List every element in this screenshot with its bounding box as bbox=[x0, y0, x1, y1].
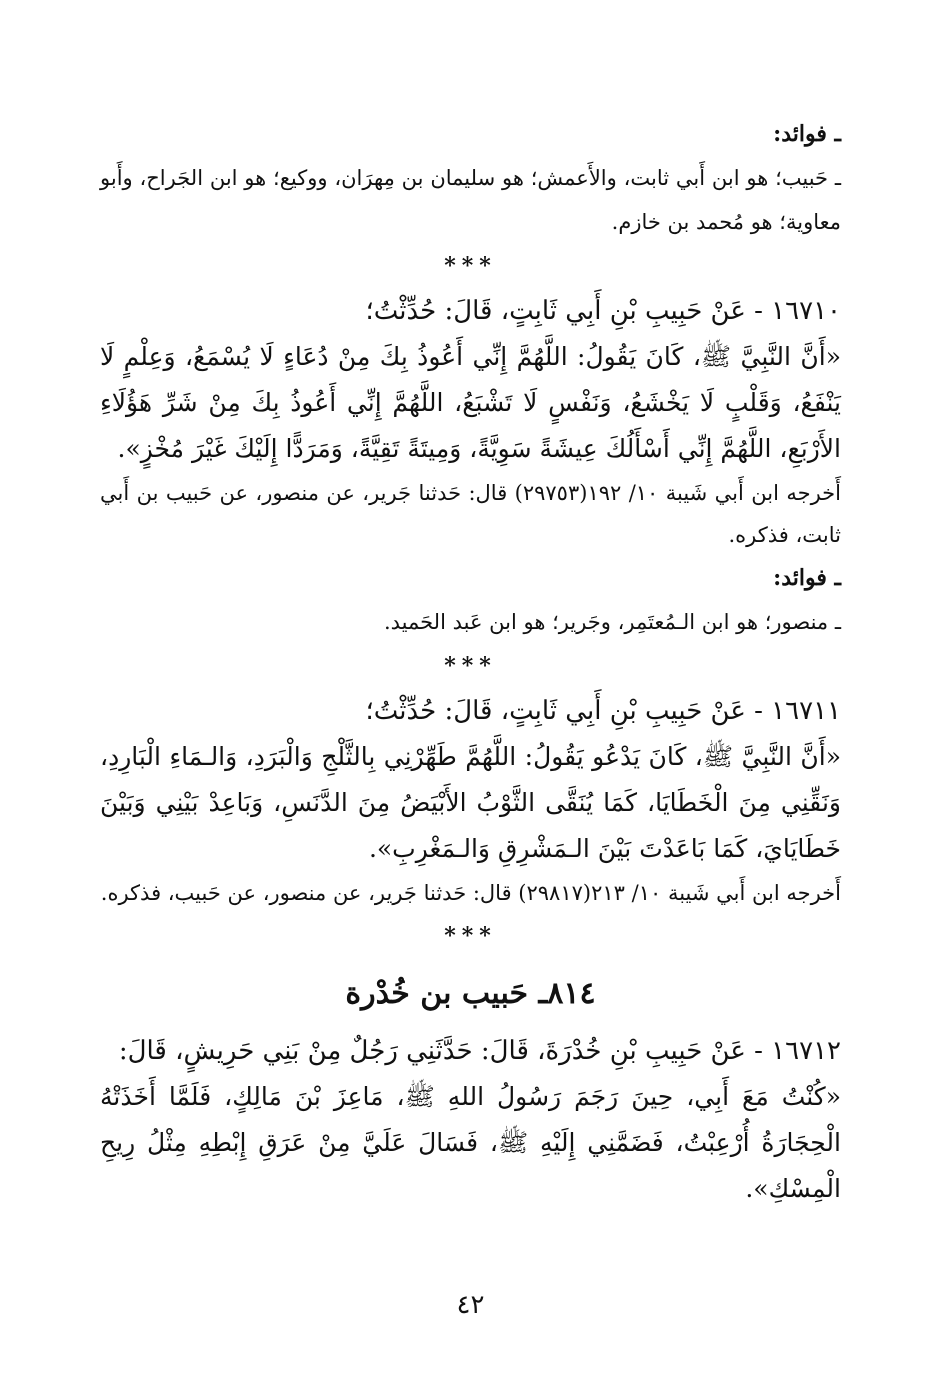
section-separator: *** bbox=[444, 923, 497, 949]
section-separator: *** bbox=[444, 653, 497, 679]
takhrij-text: أَخرجه ابن أَبي شَيبة ١٠/ ١٩٢(٢٩٧٥٣) قال: حَدثنا جَرير، عن منصور، عن حَبيب بن أَبي ثابت، فذكره. bbox=[100, 481, 841, 547]
hadith-isnad: ١٦٧١٠ - عَنْ حَبِيبِ بْنِ أَبِي ثَابِتٍ، قَالَ: حُدِّثْتُ؛ bbox=[365, 296, 841, 326]
fawaid-heading: ـ فوائد: bbox=[773, 121, 841, 147]
hadith-isnad: ١٦٧١١ - عَنْ حَبِيبِ بْنِ أَبِي ثَابِتٍ، قَالَ: حُدِّثْتُ؛ bbox=[365, 696, 841, 726]
section-separator: *** bbox=[444, 253, 497, 279]
chapter-title: ٨١٤ـ حَبيب بن خُدْرة bbox=[345, 976, 596, 1011]
page-body bbox=[100, 112, 841, 1212]
hadith-matn: «أَنَّ النَّبِيَّ ﷺ، كَانَ يَدْعُو يَقُولُ: اللَّهُمَّ طَهِّرْنِي بِالثَّلْجِ وَالْبَرَدِ، وَالـمَاءِ الْبَارِدِ، وَنَقِّنِي مِنَ الْخَطَايَا، كَمَا يُنَقَّى الثَّوْبُ الأَبْيَضُ مِنَ الدَّنَسِ، وَبَاعِدْ بَيْنِي وَبَيْنَ خَطَايَايَ، كَمَا بَاعَدْتَ بَيْنَ الـمَشْرِقِ وَالـمَغْرِبِ». bbox=[100, 742, 841, 863]
hadith-matn: «أَنَّ النَّبِيَّ ﷺ، كَانَ يَقُولُ: اللَّهُمَّ إِنِّي أَعُوذُ بِكَ مِنْ دُعَاءٍ لَا يُسْمَعُ، وَعِلْمٍ لَا يَنْفَعُ، وَقَلْبٍ لَا يَخْشَعُ، وَنَفْسٍ لَا تَشْبَعُ، اللَّهُمَّ إِنِّي أَعُوذُ بِكَ مِنْ شَرِّ هَؤُلَاءِ الأَرْبَعِ، اللَّهُمَّ إِنِّي أَسْأَلُكَ عِيشَةً سَوِيَّةً، وَمِيتَةً تَقِيَّةً، وَمَرَدًّا إِلَيْكَ غَيْرَ مُخْزٍ». bbox=[100, 342, 841, 463]
hadith-matn: «كُنْتُ مَعَ أَبِي، حِينَ رَجَمَ رَسُولُ اللهِ ﷺ، مَاعِزَ بْنَ مَالِكٍ، فَلَمَّا أَخَذَتْهُ الْحِجَارَةُ أُرْعِبْتُ، فَضَمَّنِي إِلَيْهِ ﷺ، فَسَالَ عَلَيَّ مِنْ عَرَقِ إِبْطِهِ مِثْلُ رِيحِ الْمِسْكِ». bbox=[100, 1082, 841, 1203]
hadith-isnad: ١٦٧١٢ - عَنْ حَبِيبِ بْنِ خُدْرَةَ، قَالَ: حَدَّثَنِي رَجُلٌ مِنْ بَنِي حَرِيشٍ، قَالَ: bbox=[118, 1036, 841, 1066]
fawaid-note: ـ منصور؛ هو ابن الـمُعتَمِر، وجَرير؛ هو ابن عَبد الحَميد. bbox=[383, 610, 841, 634]
page-number: ٤٢ bbox=[456, 1290, 485, 1320]
takhrij-text: أَخرجه ابن أَبي شَيبة ١٠/ ٢١٣(٢٩٨١٧) قال: حَدثنا جَرير، عن منصور، عن حَبيب، فذكره. bbox=[100, 881, 841, 905]
fawaid-heading: ـ فوائد: bbox=[773, 565, 841, 591]
fawaid-note: ـ حَبيب؛ هو ابن أَبي ثابت، والأَعمش؛ هو سليمان بن مِهرَان، ووكيع؛ هو ابن الجَراح، وأَبو معاوية؛ هو مُحمد بن خازم. bbox=[100, 166, 841, 234]
